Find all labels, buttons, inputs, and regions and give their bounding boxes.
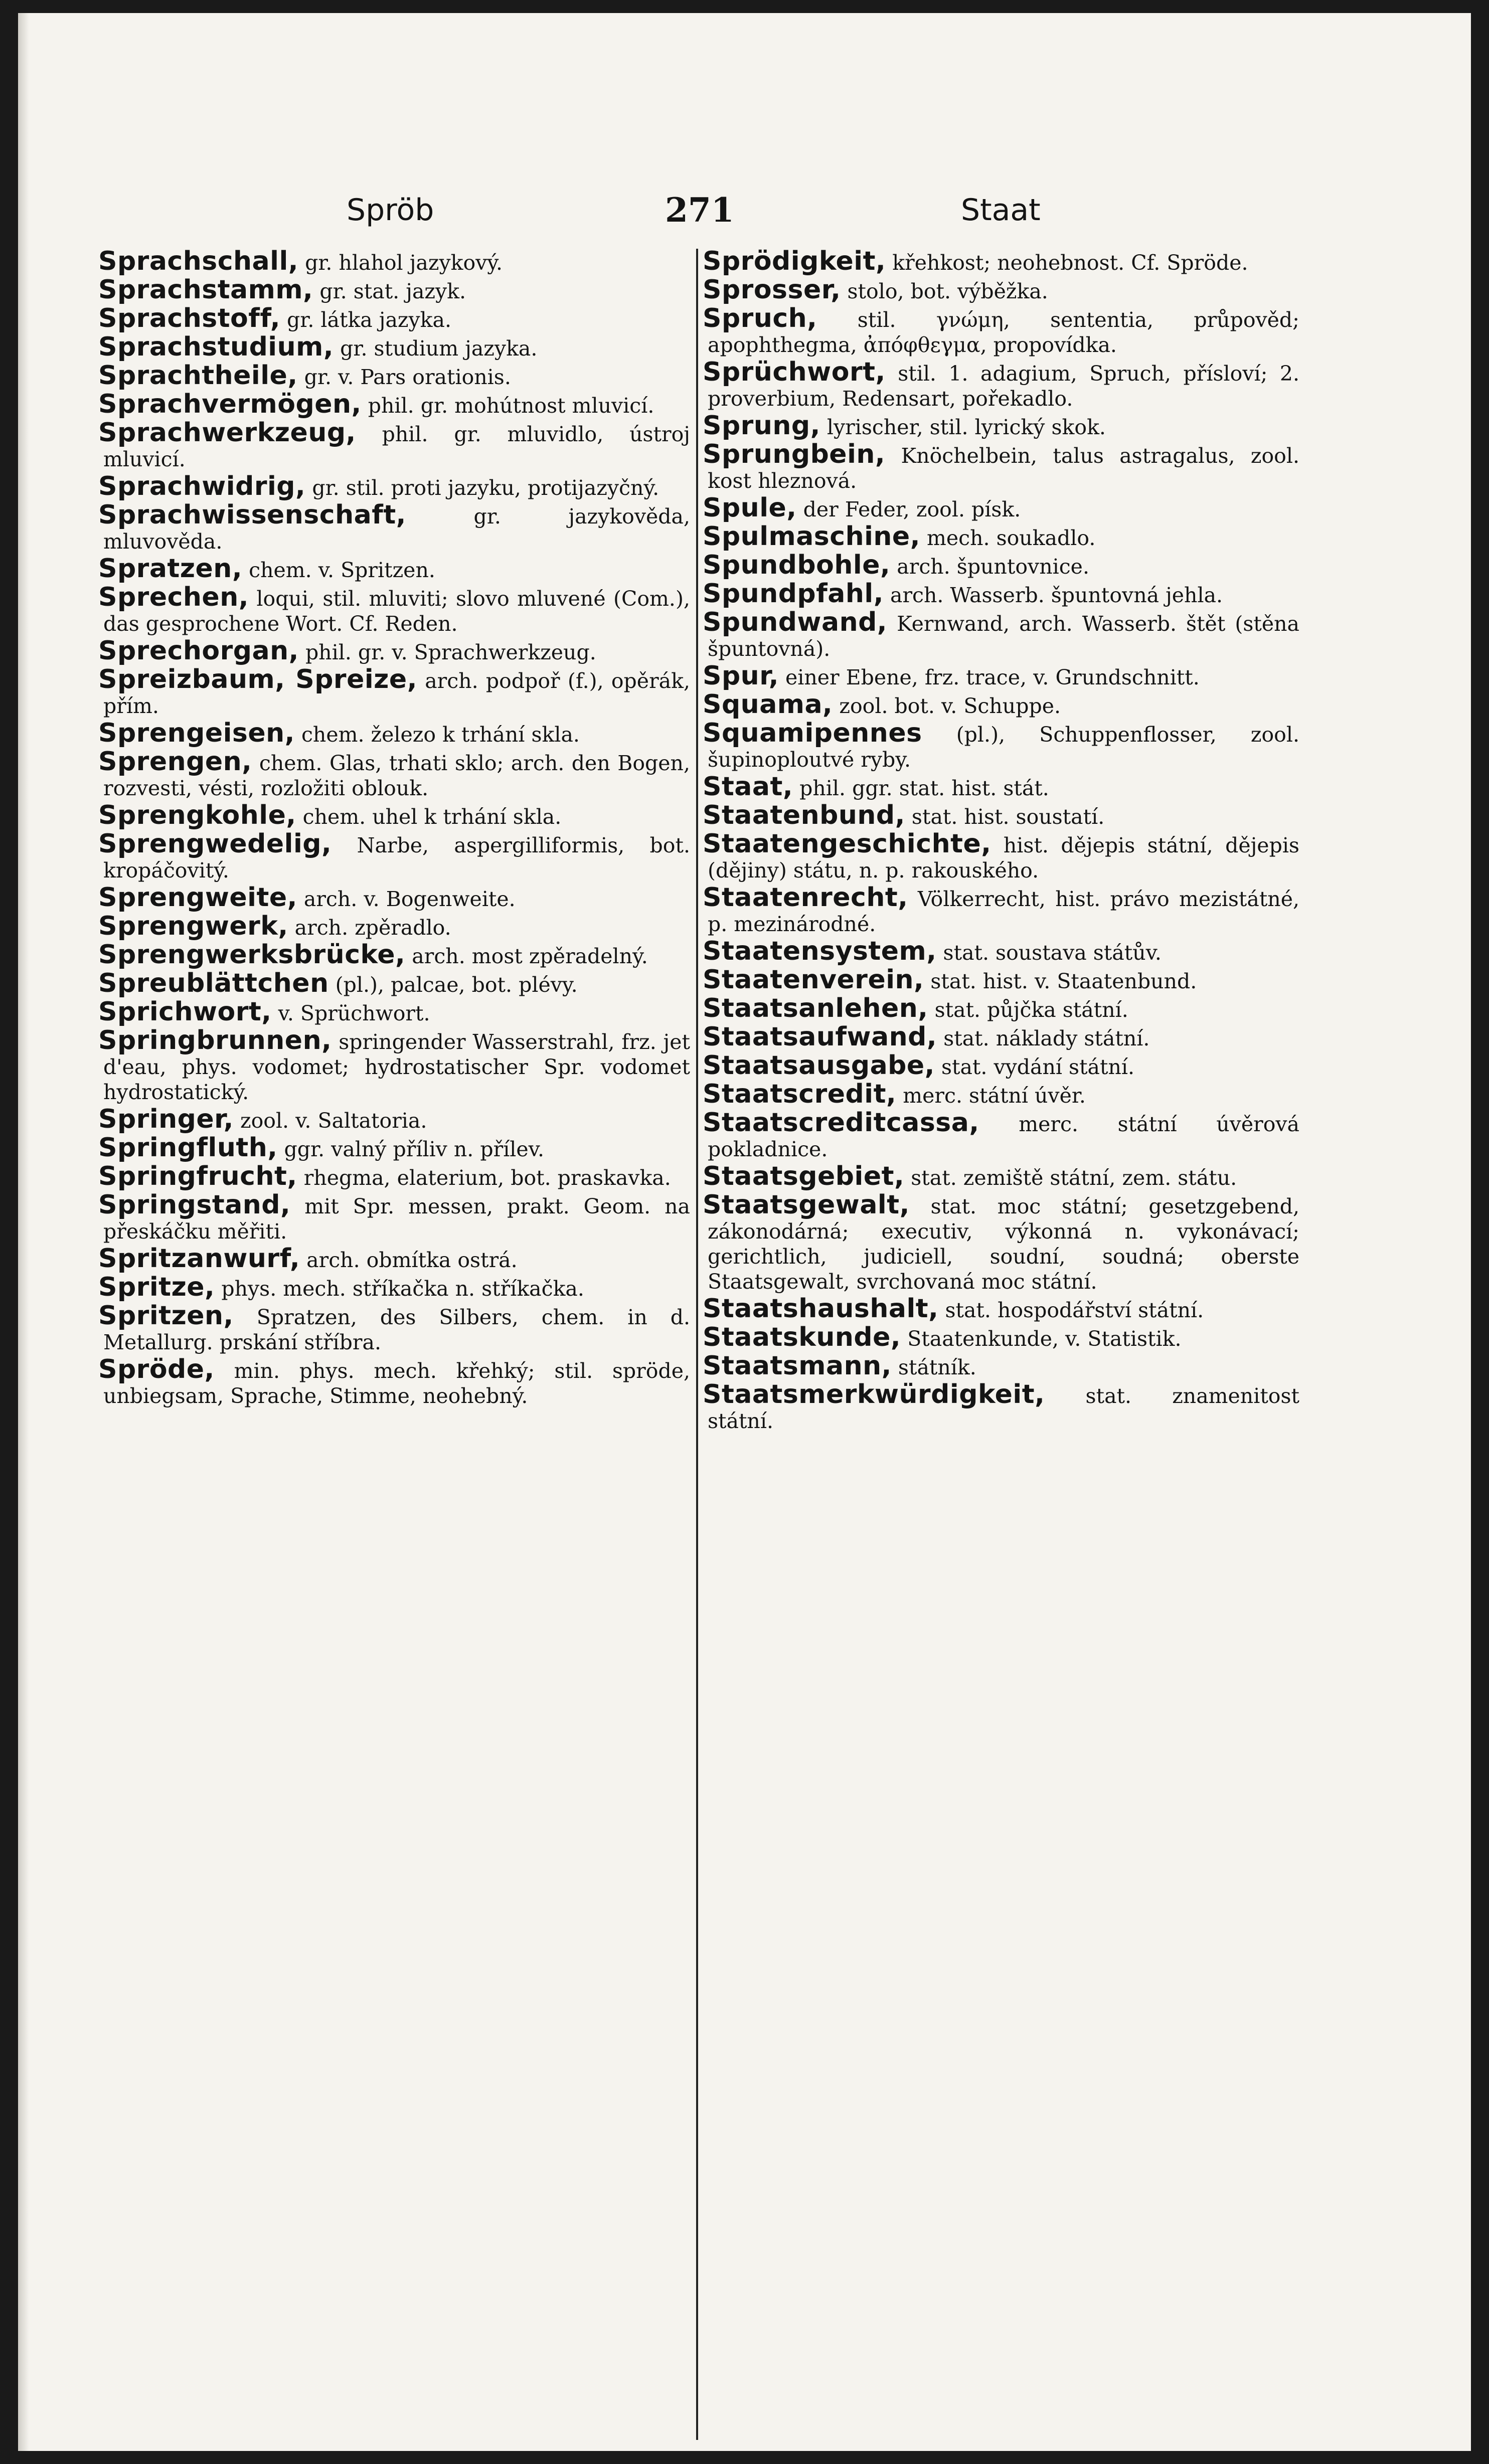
entry-headword: Sprengeisen, (98, 718, 295, 748)
entry-headword: Spreizbaum, Spreize, (98, 664, 417, 694)
dictionary-entry (98, 471, 690, 501)
dictionary-entry (98, 718, 690, 748)
entry-definition: stat. vydání státní. (941, 1055, 1135, 1079)
header-left-catchword: Spröb (347, 193, 434, 228)
dictionary-entry (98, 1192, 690, 1244)
entry-headword: Sprengwerk, (98, 911, 288, 941)
entry-definition: arch. v. Bogenweite. (303, 887, 516, 911)
entry-headword: Sprachvermögen, (98, 389, 362, 419)
entry-headword: Springstand, (98, 1190, 291, 1220)
entry-definition: Völkerrecht, hist. právo mezistátné, p. mezinárodné. (708, 887, 1299, 936)
dictionary-entry (98, 1135, 690, 1162)
entry-headword: Staatengeschichte, (703, 829, 991, 859)
page-header (18, 188, 1471, 233)
entry-headword: Spritze, (98, 1272, 215, 1302)
entry-definition: (pl.), Schuppenflosser, zool. šupinoploutvé ryby. (708, 723, 1299, 772)
entry-headword: Sprachschall, (98, 246, 299, 276)
entry-definition: gr. jazykověda, mluvověda. (103, 504, 690, 554)
dictionary-entry (98, 1354, 690, 1409)
entry-definition: arch. zpěradlo. (294, 916, 451, 940)
dictionary-entry (703, 1024, 1299, 1051)
dictionary-entry (703, 607, 1299, 661)
entry-definition: stil. γνώμη, sententia, průpověd; apophthegma, ἀπόφθεγμα, propovídka. (708, 308, 1299, 357)
dictionary-entry (703, 439, 1299, 493)
dictionary-entry (703, 967, 1299, 994)
dictionary-page (18, 13, 1471, 2451)
entry-definition: ggr. valný příliv n. přílev. (284, 1137, 545, 1161)
entry-headword: Springfrucht, (98, 1161, 297, 1191)
entry-headword: Spruch, (703, 303, 817, 333)
dictionary-entry (98, 1303, 690, 1355)
entry-definition: státník. (898, 1355, 976, 1379)
dictionary-entry (703, 1353, 1299, 1380)
entry-definition: Narbe, aspergilliformis, bot. kropáčovitý. (103, 833, 690, 883)
entry-definition: stat. hospodářství státní. (945, 1298, 1204, 1322)
entry-definition: arch. podpoř (f.), opěrák, přím. (103, 669, 690, 718)
entry-headword: Sprengkohle, (98, 800, 296, 830)
dictionary-entry (703, 1192, 1299, 1294)
entry-definition: phil. gr. mluvidlo, ústroj mluvicí. (103, 422, 690, 471)
dictionary-entry (98, 303, 690, 333)
entry-headword: Sprachstudium, (98, 332, 334, 362)
dictionary-entry (703, 718, 1299, 772)
dictionary-entry (98, 389, 690, 419)
entry-headword: Staatscredit, (703, 1079, 897, 1109)
entry-headword: Spröde, (98, 1354, 215, 1384)
dictionary-entry (703, 1296, 1299, 1323)
dictionary-entry (703, 495, 1299, 522)
entry-headword: Staatsgewalt, (703, 1190, 910, 1220)
entry-headword: Staatshaushalt, (703, 1294, 939, 1324)
dictionary-entry (703, 1322, 1299, 1352)
entry-definition: lyrischer, stil. lyrický skok. (826, 415, 1106, 439)
entry-definition: arch. špuntovnice. (897, 555, 1089, 579)
dictionary-entry (703, 413, 1299, 440)
entry-headword: Sprechen, (98, 582, 249, 612)
entry-definition: Kernwand, arch. Wasserb. štět (stěna špuntovná). (708, 612, 1299, 661)
entry-headword: Staatenrecht, (703, 883, 908, 913)
dictionary-entry (703, 1050, 1299, 1081)
entry-headword: Staatensystem, (703, 936, 937, 966)
entry-headword: Sprengen, (98, 747, 252, 777)
dictionary-entry (98, 664, 690, 719)
entry-headword: Staatsmann, (703, 1351, 892, 1381)
entry-headword: Staatsanlehen, (703, 993, 928, 1023)
dictionary-entry (98, 420, 690, 472)
entry-headword: Staat, (703, 772, 793, 802)
entry-definition: zool. v. Saltatoria. (240, 1109, 427, 1133)
page-edge-shadow (18, 13, 29, 2451)
entry-definition: stat. hist. soustatí. (911, 805, 1105, 829)
entry-headword: Squamipennes (703, 718, 922, 748)
entry-definition: (pl.), palcae, bot. plévy. (335, 973, 578, 997)
entry-definition: stat. zemiště státní, zem. státu. (911, 1166, 1237, 1190)
entry-definition: einer Ebene, frz. trace, v. Grundschnitt. (785, 665, 1200, 689)
entry-definition: křehkost; neohebnost. Cf. Spröde. (892, 251, 1248, 275)
entry-headword: Spundpfahl, (703, 579, 884, 609)
dictionary-entry (98, 999, 690, 1026)
dictionary-entry (703, 831, 1299, 883)
entry-definition: arch. most zpěradelný. (412, 944, 648, 968)
entry-definition: Spratzen, des Silbers, chem. in d. Metallurg. prskání stříbra. (103, 1305, 690, 1354)
entry-definition: stat. hist. v. Staatenbund. (930, 969, 1197, 993)
entry-definition: merc. státní úvěrová pokladnice. (708, 1112, 1299, 1161)
entry-headword: Sprachwerkzeug, (98, 418, 356, 448)
entry-headword: Staatsgebiet, (703, 1161, 905, 1191)
page-number: 271 (665, 191, 734, 230)
dictionary-entry (703, 303, 1299, 358)
dictionary-entry (98, 334, 690, 361)
entry-definition: der Feder, zool. písk. (803, 497, 1021, 521)
entry-headword: Spundwand, (703, 607, 888, 637)
dictionary-entry (703, 581, 1299, 608)
dictionary-entry (703, 993, 1299, 1023)
entry-definition: stat. soustava státův. (943, 941, 1162, 965)
entry-definition: stil. 1. adagium, Spruch, přísloví; 2. proverbium, Redensart, pořekadlo. (708, 362, 1299, 411)
entry-headword: Springer, (98, 1104, 234, 1134)
left-column (98, 246, 690, 2425)
dictionary-entry (98, 582, 690, 636)
entry-headword: Staatsmerkwürdigkeit, (703, 1379, 1045, 1410)
entry-headword: Sprengwedelig, (98, 829, 332, 859)
entry-headword: Sprengwerksbrücke, (98, 940, 406, 970)
entry-definition: hist. dějepis státní, dějepis (dějiny) státu, n. p. rakouského. (708, 833, 1299, 883)
entry-headword: Sprachstoff, (98, 303, 280, 333)
dictionary-entry (703, 663, 1299, 690)
entry-definition: zool. bot. v. Schuppe. (839, 694, 1061, 718)
entry-definition: springender Wasserstrahl, frz. jet d'eau, phys. vodomet; hydrostatischer Spr. vodomet hydrostatický. (103, 1030, 690, 1104)
entry-definition: rhegma, elaterium, bot. praskavka. (303, 1166, 671, 1190)
entry-headword: Springfluth, (98, 1133, 278, 1163)
entry-definition: mit Spr. messen, prakt. Geom. na přeskáčku měřiti. (103, 1194, 690, 1244)
dictionary-entry (98, 885, 690, 912)
dictionary-entry (98, 502, 690, 554)
dictionary-entry (98, 1246, 690, 1273)
dictionary-entry (98, 1104, 690, 1134)
dictionary-entry (98, 1272, 690, 1302)
entry-headword: Staatsaufwand, (703, 1022, 937, 1052)
entry-definition: stolo, bot. výběžka. (847, 279, 1048, 303)
entry-definition: chem. Glas, trhati sklo; arch. den Bogen, rozvesti, vésti, rozložiti oblouk. (103, 751, 690, 800)
entry-headword: Sprachstamm, (98, 275, 313, 305)
dictionary-entry (98, 1161, 690, 1191)
dictionary-entry (98, 638, 690, 665)
entry-definition: stat. půjčka státní. (934, 998, 1128, 1022)
dictionary-entry (98, 831, 690, 883)
entry-definition: chem. v. Spritzen. (249, 558, 435, 582)
entry-definition: gr. látka jazyka. (287, 308, 451, 332)
dictionary-entry (98, 800, 690, 830)
entry-headword: Staatenverein, (703, 965, 924, 995)
entry-headword: Sprosser, (703, 275, 841, 305)
dictionary-entry (98, 1025, 690, 1105)
entry-definition: arch. Wasserb. špuntovná jehla. (890, 583, 1223, 607)
dictionary-entry (703, 1161, 1299, 1191)
entry-headword: Spritzen, (98, 1301, 234, 1331)
column-divider (696, 249, 698, 2440)
header-right-catchword: Staat (961, 193, 1041, 228)
dictionary-entry (703, 550, 1299, 580)
dictionary-entry (703, 800, 1299, 830)
entry-definition: phil. gr. mohútnost mluvicí. (368, 394, 654, 418)
dictionary-entry (703, 1079, 1299, 1109)
entry-headword: Spule, (703, 493, 797, 523)
entry-headword: Sprachwissenschaft, (98, 500, 406, 530)
entry-definition: gr. stil. proti jazyku, protijazyčný. (312, 476, 659, 500)
entry-definition: mech. soukadlo. (927, 526, 1096, 550)
entry-headword: Sprödigkeit, (703, 246, 886, 276)
entry-definition: phil. gr. v. Sprachwerkzeug. (305, 640, 596, 664)
entry-definition: stat. náklady státní. (943, 1026, 1150, 1050)
entry-headword: Spulmaschine, (703, 521, 920, 552)
entry-headword: Sprachwidrig, (98, 471, 306, 501)
dictionary-entry (98, 363, 690, 390)
dictionary-entry (703, 774, 1299, 801)
dictionary-entry (98, 911, 690, 941)
entry-headword: Staatenbund, (703, 800, 905, 830)
entry-headword: Spratzen, (98, 554, 243, 584)
dictionary-entry (703, 357, 1299, 411)
entry-headword: Staatsausgabe, (703, 1050, 935, 1081)
dictionary-entry (703, 689, 1299, 720)
entry-headword: Sprengweite, (98, 883, 297, 913)
right-column (703, 246, 1299, 2425)
entry-headword: Sprachtheile, (98, 361, 298, 391)
dictionary-entry (703, 936, 1299, 966)
entry-headword: Staatscreditcassa, (703, 1108, 979, 1138)
entry-headword: Sprung, (703, 411, 820, 441)
entry-headword: Sprüchwort, (703, 357, 886, 387)
entry-definition: stat. znamenitost státní. (708, 1384, 1299, 1433)
entry-definition: chem. železo k trhání skla. (301, 723, 580, 747)
entry-headword: Spur, (703, 661, 779, 691)
entry-definition: gr. v. Pars orationis. (304, 365, 511, 389)
dictionary-entry (98, 246, 690, 276)
dictionary-entry (703, 885, 1299, 937)
entry-definition: arch. obmítka ostrá. (306, 1248, 518, 1272)
entry-definition: min. phys. mech. křehký; stil. spröde, unbiegsam, Sprache, Stimme, neohebný. (103, 1359, 690, 1408)
dictionary-entry (703, 521, 1299, 552)
entry-definition: Knöchelbein, talus astragalus, zool. kost hleznová. (708, 444, 1299, 493)
entry-definition: gr. studium jazyka. (340, 336, 538, 361)
entry-headword: Spreublättchen (98, 968, 329, 998)
dictionary-entry (703, 1379, 1299, 1434)
entry-headword: Squama, (703, 689, 833, 720)
entry-definition: Staatenkunde, v. Statistik. (907, 1327, 1182, 1351)
entry-definition: phys. mech. stříkačka n. stříkačka. (221, 1277, 584, 1301)
dictionary-entry (98, 556, 690, 583)
dictionary-entry (703, 277, 1299, 304)
entry-definition: gr. hlahol jazykový. (305, 251, 503, 275)
entry-definition: merc. státní úvěr. (903, 1084, 1086, 1108)
dictionary-entry (703, 246, 1299, 276)
dictionary-entry (98, 942, 690, 969)
entry-headword: Staatskunde, (703, 1322, 901, 1352)
entry-definition: stat. moc státní; gesetzgebend, zákonodárná; executiv, výkonná n. vykonávací; gerichtlich, judiciell, soudní, soudná; oberste Staatsgewalt, svrchovaná moc státní. (708, 1194, 1299, 1294)
entry-headword: Sprechorgan, (98, 636, 299, 666)
dictionary-entry (703, 1110, 1299, 1162)
entry-headword: Springbrunnen, (98, 1025, 332, 1055)
dictionary-entry (98, 749, 690, 801)
entry-headword: Sprichwort, (98, 997, 272, 1027)
entry-headword: Spundbohle, (703, 550, 891, 580)
entry-definition: chem. uhel k trhání skla. (302, 805, 562, 829)
entry-headword: Spritzanwurf, (98, 1244, 300, 1274)
dictionary-entry (98, 277, 690, 304)
entry-definition: loqui, stil. mluviti; slovo mluvené (Com.), das gesprochene Wort. Cf. Reden. (103, 587, 690, 636)
entry-definition: v. Sprüchwort. (278, 1001, 430, 1025)
entry-definition: gr. stat. jazyk. (319, 279, 466, 303)
entry-headword: Sprungbein, (703, 439, 886, 469)
entry-definition: phil. ggr. stat. hist. stát. (799, 776, 1049, 800)
dictionary-entry (98, 968, 690, 998)
